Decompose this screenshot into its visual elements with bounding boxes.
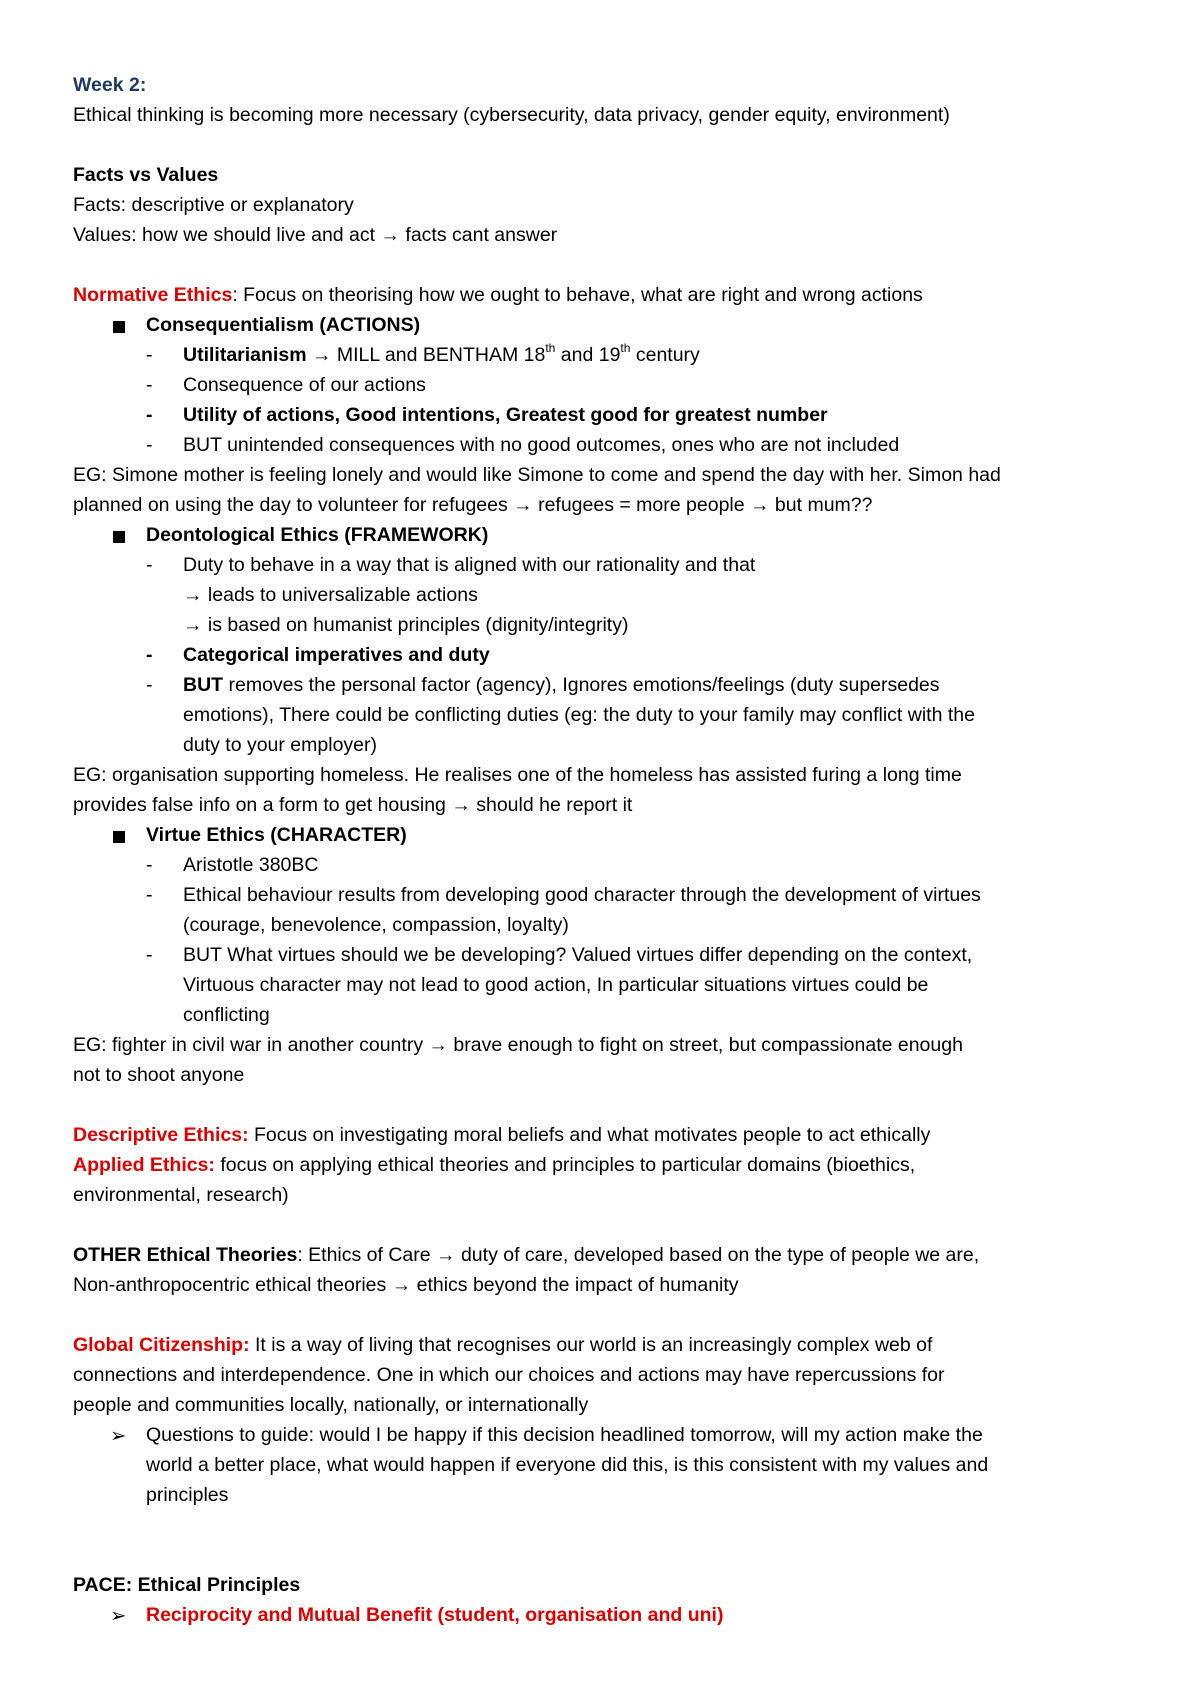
other-theories-text: Non-anthropocentric ethical theories — [73, 1274, 387, 1296]
heading-text: Consequentialism (ACTIONS) — [146, 314, 421, 336]
normative-ethics-line — [73, 280, 1153, 310]
example-line — [73, 1030, 1153, 1060]
descriptive-ethics-label: Descriptive Ethics: — [73, 1124, 249, 1146]
intro-text: Ethical thinking is becoming more necessary (cybersecurity, data privacy, gender equity, environment) — [73, 104, 950, 126]
spacer — [73, 1090, 1153, 1120]
dash-bullet-icon: - — [146, 344, 153, 366]
other-theories-line — [73, 1240, 1153, 1270]
document-page — [73, 70, 1153, 1630]
item-text: century — [630, 344, 700, 366]
values-text-2: facts cant answer — [400, 224, 558, 246]
dash-bullet-icon: - — [146, 404, 153, 426]
arrow-icon: → — [391, 1274, 412, 1296]
dash-bullet-icon: - — [146, 434, 153, 456]
item-text: BUT What virtues should we be developing? Valued virtues differ depending on the context, — [183, 944, 973, 966]
facts-line: Facts: descriptive or explanatory — [73, 194, 354, 216]
list-subitem — [73, 610, 1153, 640]
normative-ethics-label: Normative Ethics — [73, 284, 233, 306]
list-item — [73, 1600, 1153, 1630]
list-item — [73, 550, 1153, 580]
facts-values-heading: Facts vs Values — [73, 164, 219, 186]
list-item — [73, 850, 1153, 880]
dash-bullet-icon: - — [146, 884, 153, 906]
list-item — [73, 430, 1153, 460]
example-text: should he report it — [470, 794, 633, 816]
global-citizenship-line — [73, 1330, 1153, 1360]
arrow-icon: → — [750, 494, 770, 516]
spacer — [73, 1540, 1153, 1570]
square-bullet-icon — [113, 831, 125, 843]
square-bullet-icon — [113, 531, 125, 543]
list-item-continued: principles — [146, 1484, 229, 1506]
item-text: Aristotle 380BC — [183, 854, 319, 876]
heading-text: Deontological Ethics (FRAMEWORK) — [146, 524, 489, 546]
arrow-icon: → — [183, 614, 203, 636]
list-item — [73, 370, 1153, 400]
but-label: BUT — [183, 674, 224, 696]
descriptive-ethics-text: Focus on investigating moral beliefs and what motivates people to act ethically — [248, 1124, 931, 1146]
spacer — [73, 250, 1153, 280]
heading-text: Virtue Ethics (CHARACTER) — [146, 824, 407, 846]
dash-bullet-icon: - — [146, 374, 153, 396]
dash-bullet-icon: - — [146, 944, 153, 966]
example-line — [73, 790, 1153, 820]
spacer — [73, 1210, 1153, 1240]
spacer — [73, 1300, 1153, 1330]
virtue-ethics-heading — [73, 820, 1153, 850]
global-citizenship-text: It is a way of living that recognises our world is an increasingly complex web of — [249, 1334, 933, 1356]
arrow-icon: → — [380, 224, 400, 246]
item-text: Consequence of our actions — [183, 374, 426, 396]
arrow-icon: → — [513, 494, 533, 516]
list-item — [73, 880, 1153, 910]
list-item-continued: (courage, benevolence, compassion, loyalty) — [183, 914, 569, 936]
normative-ethics-text: : Focus on theorising how we ought to behave, what are right and wrong actions — [232, 284, 923, 306]
item-text: and 19 — [555, 344, 621, 366]
list-item-continued: Virtuous character may not lead to good action, In particular situations virtues could be — [183, 974, 929, 996]
item-text: Categorical imperatives and duty — [183, 644, 490, 666]
values-text: Values: how we should live and act — [73, 224, 376, 246]
arrow-icon: → — [311, 344, 332, 366]
dash-bullet-icon: - — [146, 674, 153, 696]
applied-ethics-text: focus on applying ethical theories and principles to particular domains (bioethics, — [214, 1154, 916, 1176]
square-bullet-icon — [113, 321, 125, 333]
deontological-heading — [73, 520, 1153, 550]
item-text: is based on humanist principles (dignity/integrity) — [202, 614, 629, 636]
item-text: Reciprocity and Mutual Benefit (student, organisation and uni) — [146, 1604, 724, 1626]
item-text: BUT unintended consequences with no good outcomes, ones who are not included — [183, 434, 900, 456]
page-title: Week 2: — [73, 74, 147, 96]
superscript: th — [545, 340, 556, 355]
superscript: th — [620, 340, 631, 355]
list-item — [73, 340, 1153, 370]
applied-ethics-line-2: environmental, research) — [73, 1184, 289, 1206]
list-item-continued: duty to your employer) — [183, 734, 378, 756]
other-theories-text: : Ethics of Care — [297, 1244, 431, 1266]
other-theories-label: OTHER Ethical Theories — [73, 1244, 298, 1266]
global-citizenship-label: Global Citizenship: — [73, 1334, 250, 1356]
list-item — [73, 400, 1153, 430]
consequentialism-heading — [73, 310, 1153, 340]
arrow-icon: → — [436, 1244, 456, 1266]
arrow-icon: → — [428, 1034, 448, 1056]
other-theories-line-2 — [73, 1270, 1153, 1300]
example-line: EG: Simone mother is feeling lonely and would like Simone to come and spend the day with her. Simon had — [73, 464, 1001, 486]
item-text: MILL and BENTHAM 18 — [331, 344, 546, 366]
global-citizenship-line-3: people and communities locally, nationally, or internationally — [73, 1394, 589, 1416]
list-item — [73, 1420, 1153, 1450]
applied-ethics-label: Applied Ethics: — [73, 1154, 215, 1176]
list-item — [73, 640, 1153, 670]
example-line: not to shoot anyone — [73, 1064, 245, 1086]
list-subitem — [73, 580, 1153, 610]
dash-bullet-icon: - — [146, 854, 153, 876]
global-citizenship-line-2: connections and interdependence. One in which our choices and actions may have repercussions for — [73, 1364, 945, 1386]
example-text: but mum?? — [769, 494, 873, 516]
list-item-continued: world a better place, what would happen if everyone did this, is this consistent with my values and — [146, 1454, 989, 1476]
utilitarianism-label: Utilitarianism — [183, 344, 307, 366]
example-line: EG: organisation supporting homeless. He realises one of the homeless has assisted furing a long time — [73, 764, 962, 786]
values-line — [73, 220, 1153, 250]
item-text: Questions to guide: would I be happy if this decision headlined tomorrow, will my action make the — [146, 1424, 983, 1446]
arrowhead-bullet-icon: ➢ — [110, 1425, 127, 1447]
item-text: Duty to behave in a way that is aligned with our rationality and that — [183, 554, 756, 576]
example-text: refugees = more people — [532, 494, 745, 516]
arrowhead-bullet-icon: ➢ — [110, 1605, 127, 1627]
example-text: EG: fighter in civil war in another country — [73, 1034, 424, 1056]
example-text: brave enough to fight on street, but compassionate enough — [448, 1034, 963, 1056]
list-item-continued: emotions), There could be conflicting duties (eg: the duty to your family may conflict with the — [183, 704, 975, 726]
example-text: provides false info on a form to get housing — [73, 794, 446, 816]
item-text: Utility of actions, Good intentions, Greatest good for greatest number — [183, 404, 828, 426]
item-text: Ethical behaviour results from developing good character through the development of virtues — [183, 884, 981, 906]
dash-bullet-icon: - — [146, 554, 153, 576]
spacer — [73, 130, 1153, 160]
arrow-icon: → — [451, 794, 471, 816]
arrow-icon: → — [183, 584, 203, 606]
item-text: leads to universalizable actions — [202, 584, 478, 606]
spacer — [73, 1510, 1153, 1540]
dash-bullet-icon: - — [146, 644, 153, 666]
list-item — [73, 940, 1153, 970]
other-theories-text: duty of care, developed based on the type of people we are, — [455, 1244, 980, 1266]
descriptive-ethics-line — [73, 1120, 1153, 1150]
other-theories-text: ethics beyond the impact of humanity — [411, 1274, 739, 1296]
list-item — [73, 670, 1153, 700]
item-text: removes the personal factor (agency), Ignores emotions/feelings (duty supersedes — [223, 674, 940, 696]
list-item-continued: conflicting — [183, 1004, 270, 1026]
pace-heading: PACE: Ethical Principles — [73, 1574, 301, 1596]
applied-ethics-line — [73, 1150, 1153, 1180]
example-text: planned on using the day to volunteer for refugees — [73, 494, 508, 516]
example-line — [73, 490, 1153, 520]
